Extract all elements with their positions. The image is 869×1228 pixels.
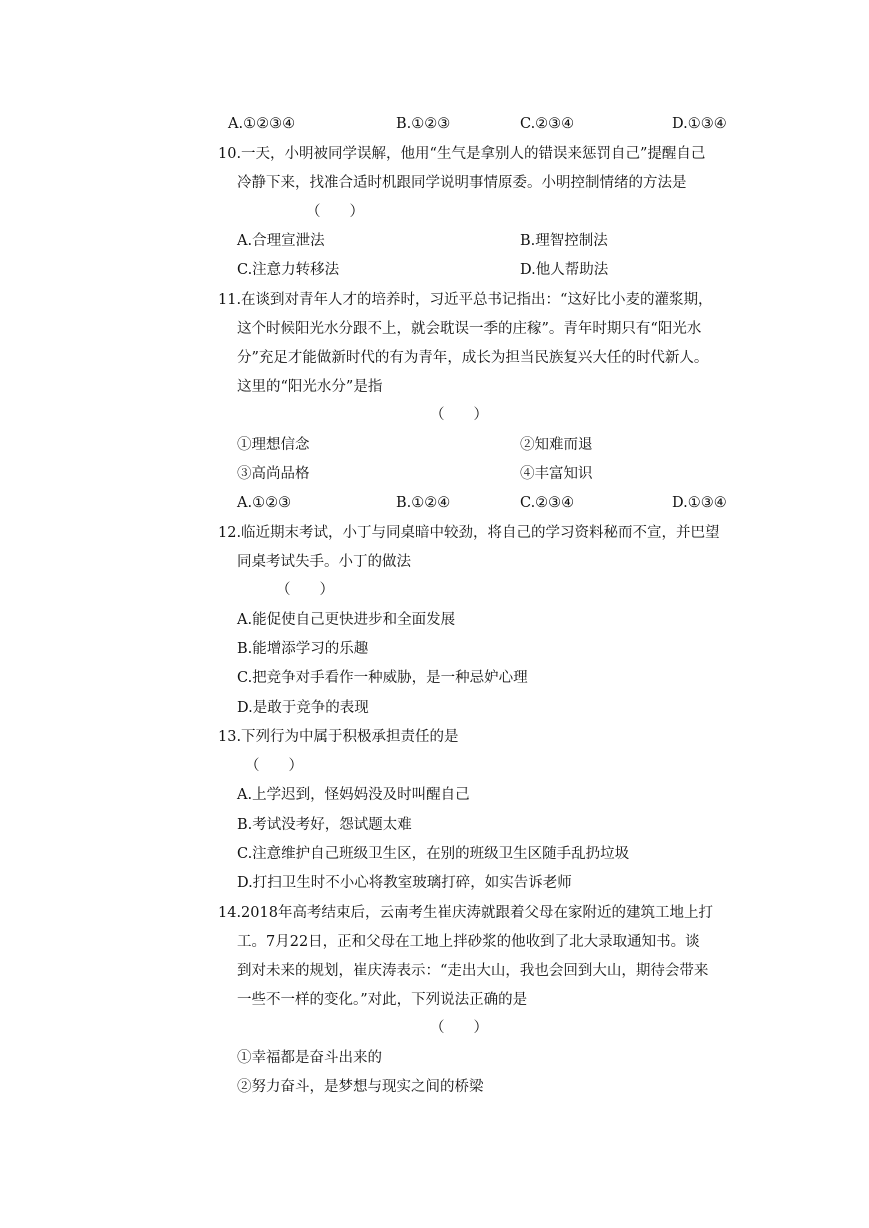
q13-option-c: C.注意维护自己班级卫生区，在别的班级卫生区随手乱扔垃圾	[237, 846, 630, 862]
q14-stem-line-2: 工。7月22日，正和父母在工地上拌砂浆的他收到了北大录取通知书。谈	[237, 934, 700, 950]
q14-item-2: ②努力奋斗，是梦想与现实之间的桥梁	[237, 1079, 484, 1095]
q10-answer-paren: （ ）	[306, 204, 364, 220]
q14-stem-line-4: 一些不一样的变化。”对此，下列说法正确的是	[237, 992, 528, 1008]
q11-option-a: A.①②③	[237, 495, 292, 511]
q13-answer-paren: （ ）	[245, 758, 303, 774]
q11-item-4: ④丰富知识	[520, 466, 593, 482]
q9-option-b: B.①②③	[396, 116, 451, 132]
q10-option-b: B.理智控制法	[520, 233, 608, 249]
q10-option-c: C.注意力转移法	[237, 262, 340, 278]
q14-stem-line-3: 到对未来的规划，崔庆涛表示：“走出大山，我也会回到大山，期待会带来	[237, 963, 709, 979]
q11-stem-line-4: 这里的“阳光水分”是指	[237, 379, 383, 395]
q11-answer-paren: （ ）	[430, 407, 488, 423]
q11-stem-line-3: 分”充足才能做新时代的有为青年，成长为担当民族复兴大任的时代新人。	[237, 350, 709, 366]
q12-stem-line-2: 同桌考试失手。小丁的做法	[237, 554, 411, 570]
q13-option-d: D.打扫卫生时不小心将教室玻璃打碎，如实告诉老师	[237, 875, 572, 891]
q9-option-d: D.①③④	[672, 116, 727, 132]
q12-answer-paren: （ ）	[276, 582, 334, 598]
q10-stem-line-1: 10.一天，小明被同学误解，他用“生气是拿别人的错误来惩罚自己”提醒自己	[218, 146, 706, 162]
q11-item-2: ②知难而退	[520, 437, 593, 453]
q14-item-1: ①幸福都是奋斗出来的	[237, 1050, 382, 1066]
q12-option-b: B.能增添学习的乐趣	[237, 641, 369, 657]
q9-option-c: C.②③④	[520, 116, 575, 132]
q11-item-1: ①理想信念	[237, 437, 310, 453]
q13-option-a: A.上学迟到，怪妈妈没及时叫醒自己	[237, 787, 470, 803]
q9-option-a: A.①②③④	[228, 116, 296, 132]
q11-option-c: C.②③④	[520, 495, 575, 511]
q12-option-a: A.能促使自己更快进步和全面发展	[237, 612, 456, 628]
q14-stem-line-1: 14.2018年高考结束后，云南考生崔庆涛就跟着父母在家附近的建筑工地上打	[218, 905, 713, 921]
q10-stem-line-2: 冷静下来，找准合适时机跟同学说明事情原委。小明控制情绪的方法是	[237, 175, 687, 191]
q14-answer-paren: （ ）	[430, 1020, 488, 1036]
q11-stem-line-2: 这个时候阳光水分跟不上，就会耽误一季的庄稼”。青年时期只有“阳光水	[237, 321, 702, 337]
q12-option-d: D.是敢于竞争的表现	[237, 700, 369, 716]
q12-option-c: C.把竞争对手看作一种威胁，是一种忌妒心理	[237, 670, 528, 686]
q13-stem-line-1: 13.下列行为中属于积极承担责任的是	[218, 729, 459, 745]
q11-item-3: ③高尚品格	[237, 466, 310, 482]
q11-option-d: D.①③④	[672, 495, 727, 511]
q12-stem-line-1: 12.临近期末考试，小丁与同桌暗中较劲，将自己的学习资料秘而不宣，并巴望	[218, 525, 720, 541]
q11-stem-line-1: 11.在谈到对青年人才的培养时，习近平总书记指出：“这好比小麦的灌浆期，	[218, 292, 713, 308]
q13-option-b: B.考试没考好，怨试题太难	[237, 817, 412, 833]
q11-option-b: B.①②④	[396, 495, 451, 511]
q10-option-a: A.合理宣泄法	[237, 233, 325, 249]
q10-option-d: D.他人帮助法	[520, 262, 609, 278]
